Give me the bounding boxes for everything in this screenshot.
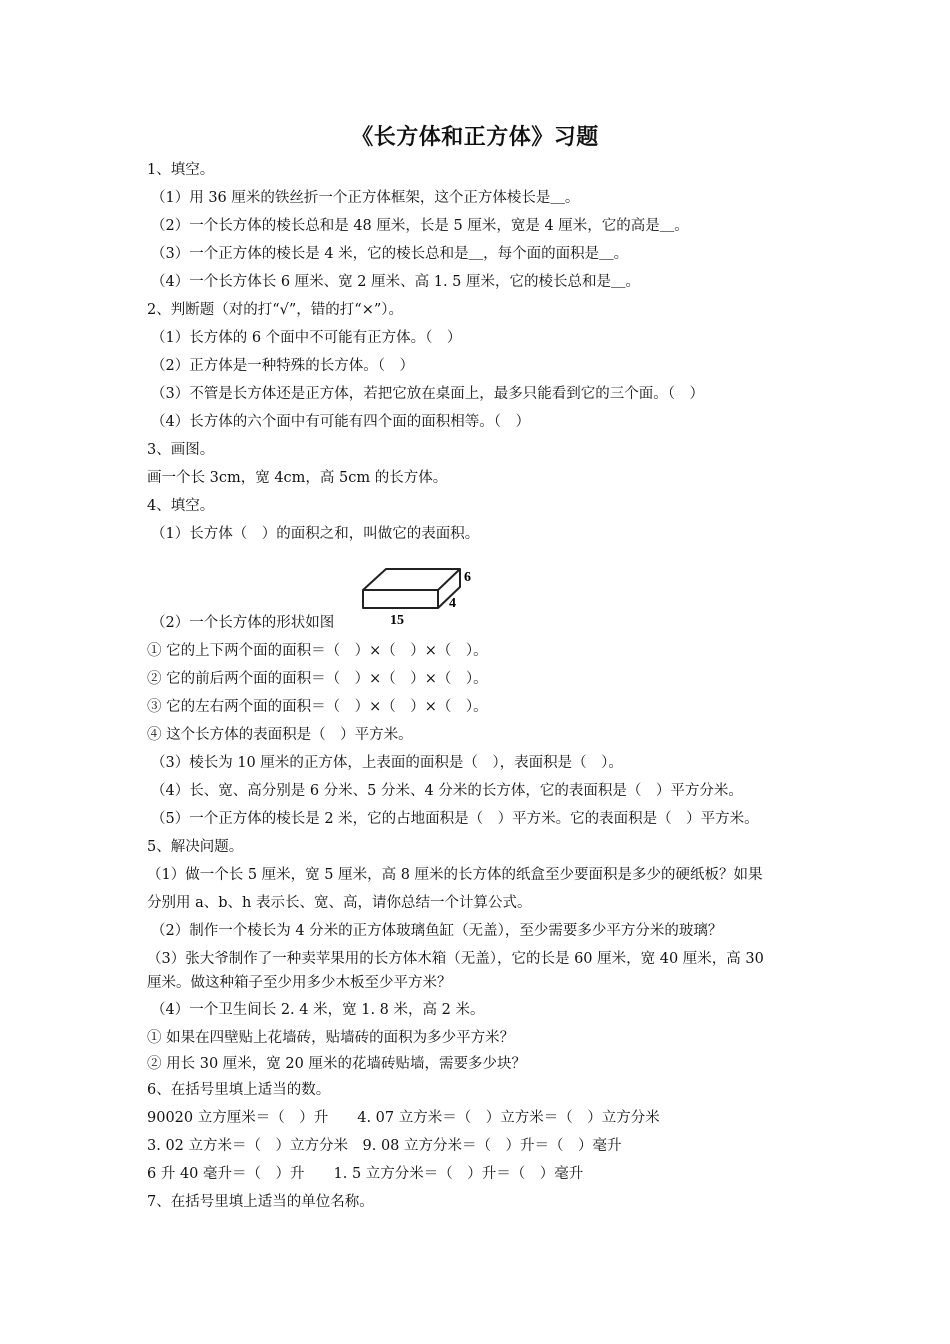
section-1-question-1: （1）用 36 厘米的铁丝折一个正方体框架，这个正方体棱长是＿。: [151, 190, 580, 206]
section-5-question-2: （2）制作一个棱长为 4 分米的正方体玻璃鱼缸（无盖），至少需要多少平方分米的玻璃？: [151, 923, 723, 939]
section-2-question-4: （4）长方体的六个面中有可能有四个面的面积相等。（ ）: [151, 414, 530, 430]
section-6-row-2: 3. 02 立方米＝（ ）立方分米 9. 08 立方分米＝（ ）升＝（ ）毫升: [147, 1138, 622, 1154]
section-5-heading: 5、解决问题。: [147, 839, 244, 855]
section-5-question-1-line-1: （1）做一个长 5 厘米，宽 5 厘米，高 8 厘米的长方体的纸盒至少要面积是多少的硬纸板？如果: [147, 867, 763, 883]
cuboid-width-label: 4: [449, 596, 456, 611]
section-1-question-3: （3）一个正方体的棱长是 4 米，它的棱长总和是＿，每个面的面积是＿。: [151, 246, 629, 262]
section-3-body: 画一个长 3cm，宽 4cm，高 5cm 的长方体。: [147, 470, 448, 486]
section-6-heading: 6、在括号里填上适当的数。: [147, 1082, 331, 1098]
section-4-heading: 4、填空。: [147, 498, 215, 514]
section-5-question-4: （4）一个卫生间长 2. 4 米，宽 1. 8 米，高 2 米。: [151, 1002, 485, 1018]
section-2-question-1: （1）长方体的 6 个面中不可能有正方体。（ ）: [151, 330, 462, 346]
section-4-question-4: （4）长、宽、高分别是 6 分米、5 分米、4 分米的长方体，它的表面积是（ ）平方分米。: [151, 783, 743, 799]
cuboid-figure: [358, 562, 478, 628]
cuboid-length-label: 15: [390, 613, 404, 628]
section-7-heading: 7、在括号里填上适当的单位名称。: [147, 1194, 374, 1210]
section-1-question-2: （2）一个长方体的棱长总和是 48 厘米，长是 5 厘米，宽是 4 厘米，它的高是＿。: [151, 218, 689, 234]
section-5-question-4-part-b: ② 用长 30 厘米，宽 20 厘米的花墙砖贴墙，需要多少块？: [147, 1056, 526, 1072]
page-title: 《长方体和正方体》习题: [351, 124, 599, 150]
section-3-heading: 3、画图。: [147, 442, 215, 458]
section-4-question-3: （3）棱长为 10 厘米的正方体，上表面的面积是（ ），表面积是（ ）。: [151, 755, 623, 771]
section-5-question-4-part-a: ① 如果在四壁贴上花墙砖，贴墙砖的面积为多少平方米？: [147, 1030, 515, 1046]
section-5-question-3-line-2: 厘米。做这种箱子至少用多少木板至少平方米？: [147, 975, 452, 991]
section-1-question-4: （4）一个长方体长 6 厘米、宽 2 厘米、高 1. 5 厘米，它的棱长总和是＿。: [151, 274, 640, 290]
section-4-question-1: （1）长方体（ ）的面积之和，叫做它的表面积。: [151, 526, 480, 542]
section-5-question-1-line-2: 分别用 a、b、h 表示长、宽、高，请你总结一个计算公式。: [147, 895, 532, 911]
section-1-heading: 1、填空。: [147, 162, 215, 178]
section-6-row-3: 6 升 40 毫升＝（ ）升 1. 5 立方分米＝（ ）升＝（ ）毫升: [147, 1166, 584, 1182]
section-2-question-2: （2）正方体是一种特殊的长方体。（ ）: [151, 358, 414, 374]
section-4-question-2-part-a: ① 它的上下两个面的面积＝（ ）×（ ）×（ ）。: [147, 643, 488, 659]
cuboid-height-label: 6: [464, 570, 471, 585]
section-2-heading: 2、判断题（对的打“√”，错的打“×”）。: [147, 302, 404, 318]
section-4-question-2-part-b: ② 它的前后两个面的面积＝（ ）×（ ）×（ ）。: [147, 671, 488, 687]
section-6-row-1: 90020 立方厘米＝（ ）升 4. 07 立方米＝（ ）立方米＝（ ）立方分米: [147, 1110, 660, 1126]
section-4-question-2-part-d: ④ 这个长方体的表面积是（ ）平方米。: [147, 727, 413, 743]
section-2-question-3: （3）不管是长方体还是正方体，若把它放在桌面上，最多只能看到它的三个面。（ ）: [151, 386, 704, 402]
section-4-question-5: （5）一个正方体的棱长是 2 米，它的占地面积是（ ）平方米。它的表面积是（ ）平方米。: [151, 811, 759, 827]
cuboid-top-face: [363, 569, 460, 590]
section-4-question-2-part-c: ③ 它的左右两个面的面积＝（ ）×（ ）×（ ）。: [147, 699, 488, 715]
cuboid-front-face: [363, 590, 438, 608]
section-5-question-3-line-1: （3）张大爷制作了一种卖苹果用的长方体木箱（无盖），它的长是 60 厘米，宽 40 厘米，高 30: [147, 951, 764, 967]
section-4-question-2: （2）一个长方体的形状如图: [151, 615, 335, 631]
